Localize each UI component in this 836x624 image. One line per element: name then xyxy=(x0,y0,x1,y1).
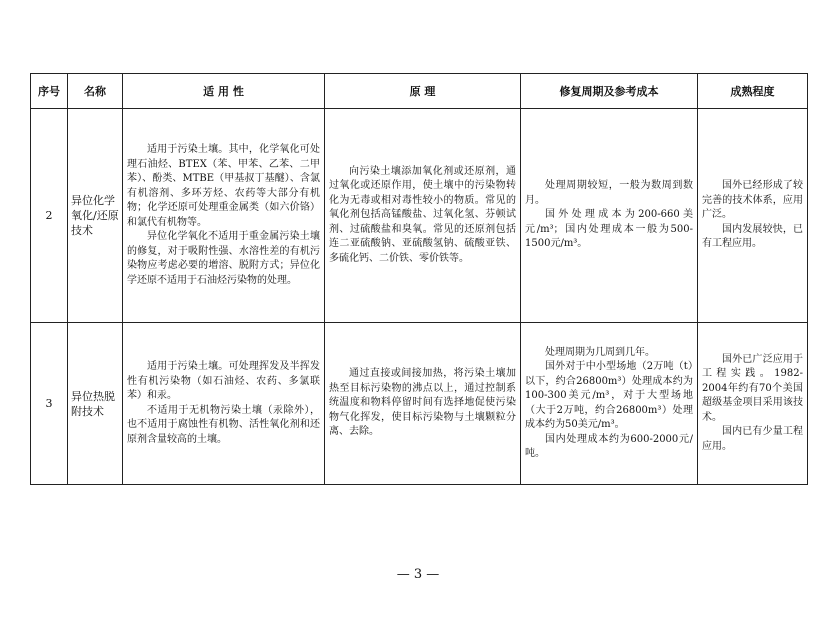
page-number: — 3 — xyxy=(396,567,440,582)
cost-cell xyxy=(521,109,698,323)
table-row xyxy=(31,323,808,485)
applicability-text: 适用于污染土壤。可处理挥发及半挥发性有机污染物（如石油烃、农药、多氯联苯）和汞。 xyxy=(127,361,320,401)
cost-text: 处理周期为几周到几年。 xyxy=(545,346,655,358)
applicability-cell xyxy=(123,323,325,485)
maturity-text: 国内发展较快，已有工程应用。 xyxy=(702,223,803,250)
row-number: 3 xyxy=(31,323,68,485)
cost-text: 处理周期较短，一般为数周到数月。 xyxy=(525,180,693,206)
technology-name: 异位化学氧化/还原技术 xyxy=(68,109,123,323)
header-seq: 序号 xyxy=(31,74,68,109)
principle-cell xyxy=(325,323,521,485)
header-maturity: 成熟程度 xyxy=(698,74,808,109)
technology-name: 异位热脱附技术 xyxy=(68,323,123,485)
table-header-row xyxy=(31,74,808,109)
applicability-cell xyxy=(123,109,325,323)
maturity-text: 国外已经形成了较完善的技术体系，应用广泛。 xyxy=(702,180,803,221)
cost-text: 国外对于中小型场地（2万吨（t）以下，约合26800m³）处理成本约为100-300美元/m³，对于大型场地（大于2万吨，约合26800m³）处理成本约为50美元/m³。 xyxy=(525,361,693,430)
header-name: 名称 xyxy=(68,74,123,109)
applicability-text: 适用于污染土壤。其中，化学氧化可处理石油烃、BTEX（苯、甲苯、乙苯、二甲苯）、酚类、MTBE（甲基叔丁基醚）、含氯有机溶剂、多环芳烃、农药等大部分有机物；化学还原可处理重金属类（如六价铬）和氯代有机物等。 xyxy=(127,144,320,228)
cost-cell xyxy=(521,323,698,485)
maturity-cell xyxy=(698,323,808,485)
cost-text: 国内处理成本约为600-2000元/吨。 xyxy=(525,433,693,459)
maturity-cell xyxy=(698,109,808,323)
row-number: 2 xyxy=(31,109,68,323)
header-cost: 修复周期及参考成本 xyxy=(521,74,698,109)
maturity-text: 国内已有少量工程应用。 xyxy=(702,426,803,452)
principle-cell xyxy=(325,109,521,323)
maturity-text: 国外已广泛应用于工程实践。1982-2004年约有70个美国超级基金项目采用该技术。 xyxy=(702,353,803,423)
principle-text: 向污染土壤添加氧化剂或还原剂，通过氧化或还原作用，使土壤中的污染物转化为无毒或相对毒性较小的物质。常见的氧化剂包括高锰酸盐、过氧化氢、芬顿试剂、过硫酸盐和臭氧。常见的还原剂包括连二亚硫酸钠、亚硫酸氢钠、硫酸亚铁、多硫化钙、二价铁、零价铁等。 xyxy=(329,165,516,264)
applicability-text: 异位化学氧化不适用于重金属污染土壤的修复，对于吸附性强、水溶性差的有机污染物应考虑必要的增溶、脱附方式；异位化学还原不适用于石油烃污染物的处理。 xyxy=(127,231,320,286)
header-principle: 原 理 xyxy=(325,74,521,109)
applicability-text: 不适用于无机物污染土壤（汞除外），也不适用于腐蚀性有机物、活性氧化剂和还原剂含量较高的土壤。 xyxy=(127,404,320,445)
table-row xyxy=(31,109,808,323)
principle-text: 通过直接或间接加热，将污染土壤加热至目标污染物的沸点以上，通过控制系统温度和物料停留时间有选择地促使污染物气化挥发，使目标污染物与土壤颗粒分离、去除。 xyxy=(329,368,516,438)
technology-table xyxy=(30,73,808,485)
cost-text: 国外处理成本为200-660美元/m³；国内处理成本一般为500-1500元/m³。 xyxy=(525,209,693,250)
header-applicability: 适 用 性 xyxy=(123,74,325,109)
